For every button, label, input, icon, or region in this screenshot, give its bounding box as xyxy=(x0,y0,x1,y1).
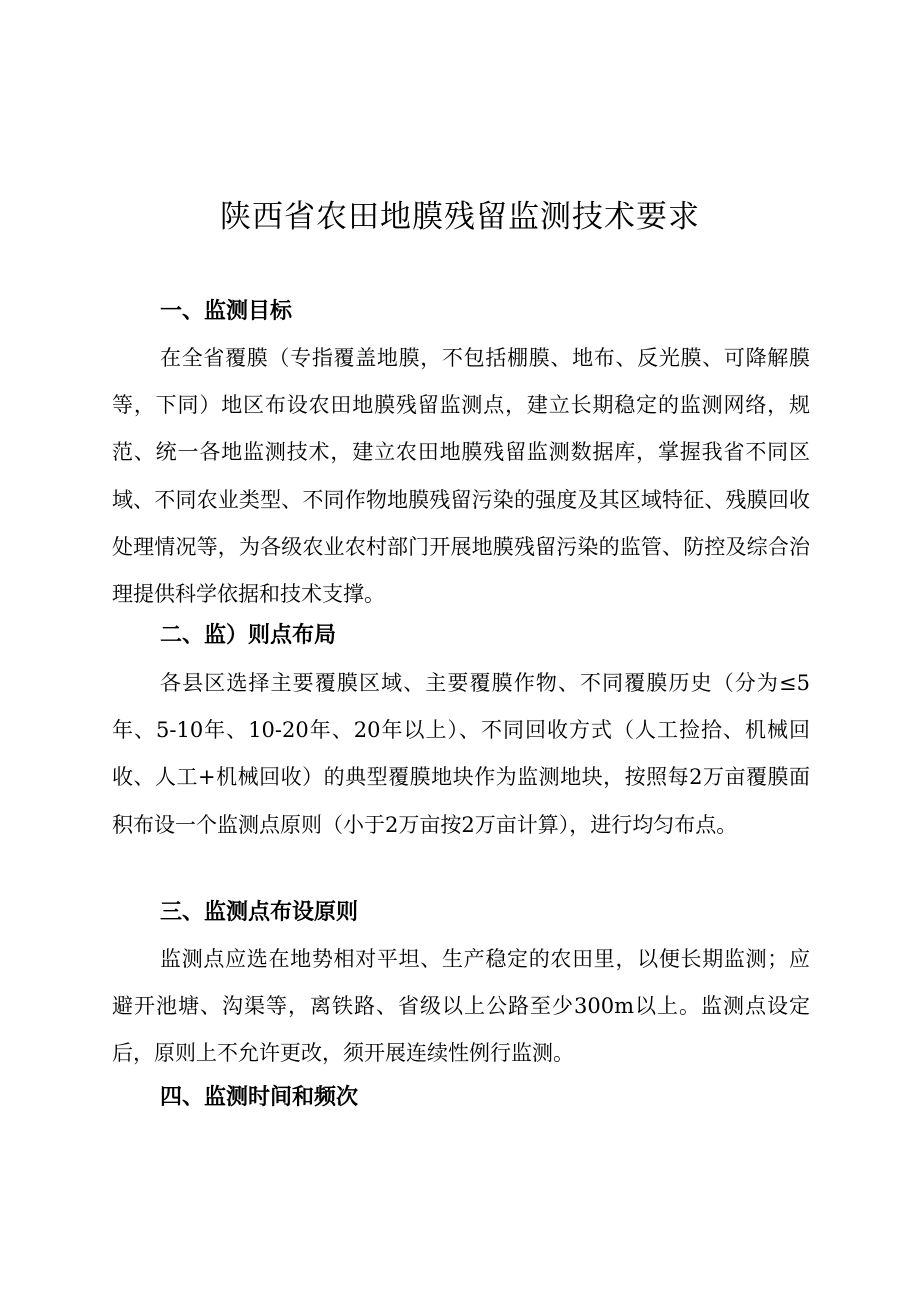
section-heading-placement-principles: 三、监测点布设原则 xyxy=(160,900,359,925)
section-heading-monitoring-goal: 一、监测目标 xyxy=(160,299,293,324)
section-heading-time-frequency: 四、监测时间和频次 xyxy=(160,1085,359,1110)
document-title: 陕西省农田地膜残留监测技术要求 xyxy=(220,199,700,235)
section-paragraph-point-layout: 各县区选择主要覆膜区域、主要覆膜作物、不同覆膜历史（分为≤5年、5-10年、10-20年、20年以上）、不同回收方式（人工捡拾、机械回收、人工+机械回收）的典型覆膜地块作为监测地块，按照每2万亩覆膜面积布设一个监测点原则（小于2万亩按2万亩计算），进行均匀布点。 xyxy=(112,671,810,837)
section-paragraph-placement-principles: 监测点应选在地势相对平坦、生产稳定的农田里，以便长期监测；应避开池塘、沟渠等，离铁路、省级以上公路至少300m以上。监测点设定后，原则上不允许更改，须开展连续性例行监测。 xyxy=(112,947,810,1066)
section-heading-point-layout: 二、监）则点布局 xyxy=(160,623,337,648)
section-paragraph-monitoring-goal: 在全省覆膜（专指覆盖地膜，不包括棚膜、地布、反光膜、可降解膜等，下同）地区布设农田地膜残留监测点，建立长期稳定的监测网络，规范、统一各地监测技术，建立农田地膜残留监测数据库，掌握我省不同区域、不同农业类型、不同作物地膜残留污染的强度及其区域特征、残膜回收处理情况等，为各级农业农村部门开展地膜残留污染的监管、防控及综合治理提供科学依据和技术支撑。 xyxy=(112,346,810,607)
